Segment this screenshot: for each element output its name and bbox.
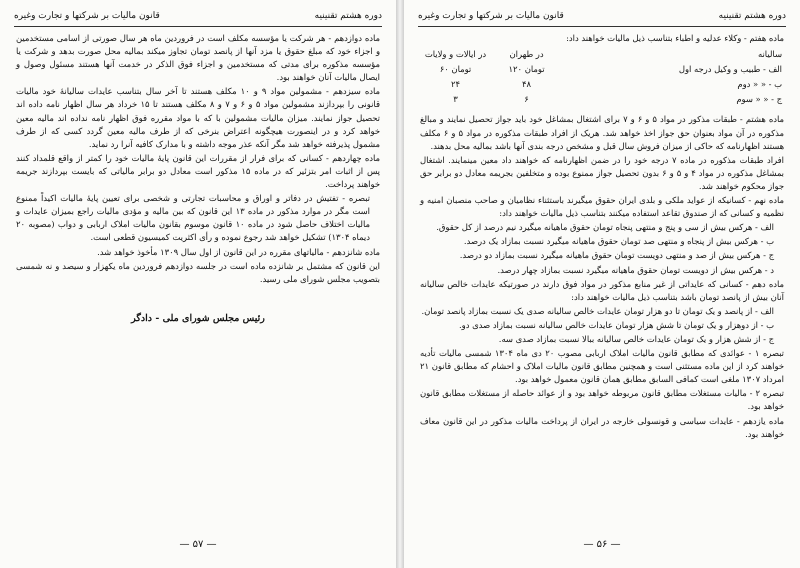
right-header-title: قانون مالیات بر شرکتها و تجارت وغیره (418, 11, 564, 21)
fee-table-header-provinces: در ایالات و ولایات (424, 49, 487, 60)
article-14: ماده چهاردهم - کسانی که برای فرار از مقررات این قانون پایهٔ مالیات خود را کمتر از واقع قلمداد کنند پس از اثبات امر بتزئیر که در ماده ۱۵ مذکور است معادل دو برابر مالیاتی که بایست بپردازند جریمه خواهند پرداخت. (16, 152, 380, 190)
table-row (420, 77, 784, 92)
table-row (420, 92, 784, 107)
book-gutter (396, 0, 404, 568)
left-header-period: دوره هشتم تقنینیه (314, 11, 382, 21)
article-10-note-1: تبصره ۱ - عوائدی که مطابق قانون مالیات املاک اربابی مصوب ۲۰ دی ماه ۱۳۰۴ شمسی مالیات تأدیه خواهند کرد از این ماده مستثنی است و همچنین مطابق قانون مالیات املاک و احشام که مطابق قانون ۲۱ امرداد ۱۳۰۷ ملغی است کمافی السابق مطابق همان قانون معمول خواهد بود. (420, 348, 784, 385)
article-9: ماده نهم - کسانیکه از عواید ملکی و بلدی ایران حقوق میگیرند باستثناء نظامیان و صاحب منصبان امنیه و نظمیه و کسانی که از صندوق تقاعد استفاده میکنند بتناسب ذیل مالیات خواهند داد: (420, 195, 784, 219)
fee-row-tehran: ۶ (524, 94, 529, 105)
fee-table-header-category: سالیانه (757, 49, 782, 60)
left-page (0, 0, 396, 568)
fee-table (420, 47, 784, 107)
article-10: ماده دهم - کسانی که عایداتی از غیر منابع مذکور در مواد فوق دارند در صورتیکه عایدات خالص سالیانه آنان بیش از پانصد تومان باشد بتناسب ذیل مالیات خواهند داد: (420, 278, 784, 302)
fee-row-label: ج - « « سوم (736, 94, 782, 105)
right-header-period: دوره هشتم تقنینیه (718, 11, 786, 21)
right-page-number: — ۵۶ — (583, 539, 621, 550)
article-13: ماده سیزدهم - مشمولین مواد ۹ و ۱۰ مکلف هستند تا آخر سال بتناسب عایدات سالیانهٔ خود مالیات قانونی را بپردازند مشمولین مواد ۵ و ۶ و ۷ و ۸ مکلف هستند تا ۱۵ خرداد هر سال اظهار نامه داده اند تحصیل جواز نمایند. میزان مالیات مشمولین با که با مواد مقرره فوق اظهار نامه نداده اند مالیه معین خواهد کرد و در اینصورت هیچگونه اعتراض بنرخی که از طرف مالیه معین گردد کسی که از طرف مشمول پذیرفته خواهد شد مگر آنکه عذر موجه داشته و با مدارک کافیه آنرا رد نماید. (16, 86, 380, 149)
left-page-body (16, 32, 380, 325)
fee-row-tehran: ۱۲۰ تومان (508, 64, 545, 75)
article-11: ماده یازدهم - عایدات سیاسی و قونسولی خارجه در ایران از پرداخت مالیات مذکور در این قانون معاف خواهند بود. (420, 415, 784, 439)
fee-table-header (420, 47, 784, 62)
right-page-header (418, 6, 786, 27)
fee-row-tehran: ۴۸ (522, 79, 532, 90)
article-8-cont: افراد طبقات مذکوره در ماده ۷ درجه خود را در ضمن اظهارنامه که خواهند داد معین مینمایند. اشتغال بمشاغل مذکوره در مواد ۴ و ۵ و ۶ بدون تحصیل جواز ممنوع بوده و متخلفین بجریمه معادل دو برابر حق جواز محکوم خواهند شد. (420, 154, 784, 191)
table-row (420, 62, 784, 77)
article-10-c: ج - از شش هزار و یک تومان عایدات خالص سالیانه ببالا نسبت بمازاد صدی سه. (498, 333, 774, 344)
fee-row-label: الف - طبیب و وکیل درجه اول (678, 64, 782, 75)
parliament-president-signature: رئیس مجلس شورای ملی - دادگر (131, 312, 265, 324)
left-page-header (14, 6, 382, 27)
article-16: ماده شانزدهم - مالیاتهای مقرره در این قانون از اول سال ۱۳۰۹ مأخوذ خواهد شد. (97, 246, 380, 257)
right-page (404, 0, 800, 568)
article-10-b: ب - از دوهزار و یک تومان تا شش هزار تومان عایدات خالص سالیانه نسبت بمازاد صدی دو. (459, 319, 774, 330)
article-9-a: الف - هرکس بیش از سی و پنج و منتهی پنجاه تومان حقوق ماهیانه میگیرد نیم درصد از کل حقوق. (436, 222, 774, 233)
article-15-note: تبصره - تفتیش در دفاتر و اوراق و محاسبات تجارتی و شخصی برای تعیین پایهٔ مالیات اکیداً ممنوع است مگر در موارد مذکور در ماده ۱۳ این قانون که بین مالیه و مؤدی مالیات راجع بمیزان عایدات و مالیات اختلاف حاصل شود در ماده ۱۰ قانون موسوم بقانون مالیات املاک اربابی و دواب (مصوبه ۲۰ دیماه ۱۳۰۴) تشکیل خواهد شد رجوع نموده و رأی اکثریت کمیسیون قطعی است. (16, 193, 370, 243)
fee-row-provinces: ۶۰ تومان (439, 64, 472, 75)
article-12: ماده دوازدهم - هر شرکت یا مؤسسه مکلف است در فروردین ماه هر سال صورتی از اسامی مستخدمین و اجزاء خود که مبلغ حقوق یا مزد آنها از پانصد تومان تجاوز میکند بمالیه محل صورت بدهد و شرکت یا مؤسسه مذکوره برای مدتی که مستخدمین و اجزاء فوق الذکر در خدمت آنها هستند مسئول وصول و ایصال مالیات آنان خواهند بود. (16, 33, 380, 83)
article-10-note-2: تبصره ۲ - مالیات مستغلات مطابق قانون مربوطه خواهد بود و از عوائد حاصله از مستغلات مطابق قانون خواهد بود. (420, 388, 784, 412)
article-8: ماده هشتم - طبقات مذکور در مواد ۵ و ۶ و ۷ برای اشتغال بمشاغل خود باید جواز تحصیل نمایند و مبالغ مذکوره در آن مواد بعنوان حق جواز اخذ خواهد شد. هریک از افراد طبقات مذکوره در مواد ۵ و ۶ مکلف هستند اظهارنامه که حاکی از میزان فروش سال قبل و مشخص درجه بندی آنها باشد بمالیه محل بدهند. (420, 114, 785, 151)
article-9-c: ج - هرکس بیش از صد و منتهی دویست تومان حقوق ماهیانه میگیرد نسبت بمازاد دو درصد. (459, 250, 774, 261)
article-10-a: الف - از پانصد و یک تومان تا دو هزار تومان عایدات خالص سالیانه صدی یک نسبت بمازاد پانصد تومان. (421, 305, 774, 316)
right-page-body (420, 32, 784, 442)
fee-row-label: ب - « « دوم (737, 79, 782, 90)
ratification-statement: این قانون که مشتمل بر شانزده ماده است در جلسه دوازدهم فروردین ماه یکهزار و سیصد و نه شمسی بتصویب مجلس شورای ملی رسید. (16, 260, 380, 284)
article-7: ماده هفتم - وکلاء عدلیه و اطباء بتناسب ذیل مالیات خواهند داد: (566, 33, 784, 43)
article-9-d: د - هرکس بیش از دویست تومان حقوق ماهیانه میگیرد نسبت بمازاد چهار درصد. (497, 264, 774, 275)
article-9-b: ب - هرکس بیش از پنجاه و منتهی صد تومان حقوق ماهیانه میگیرد نسبت بمازاد یک درصد. (463, 236, 774, 247)
fee-row-provinces: ۲۴ (451, 79, 461, 90)
left-page-number: — ۵۷ — (179, 539, 217, 550)
fee-table-header-tehran: در طهران (509, 49, 544, 60)
fee-row-provinces: ۳ (453, 94, 458, 105)
left-header-title: قانون مالیات بر شرکتها و تجارت وغیره (14, 11, 160, 21)
